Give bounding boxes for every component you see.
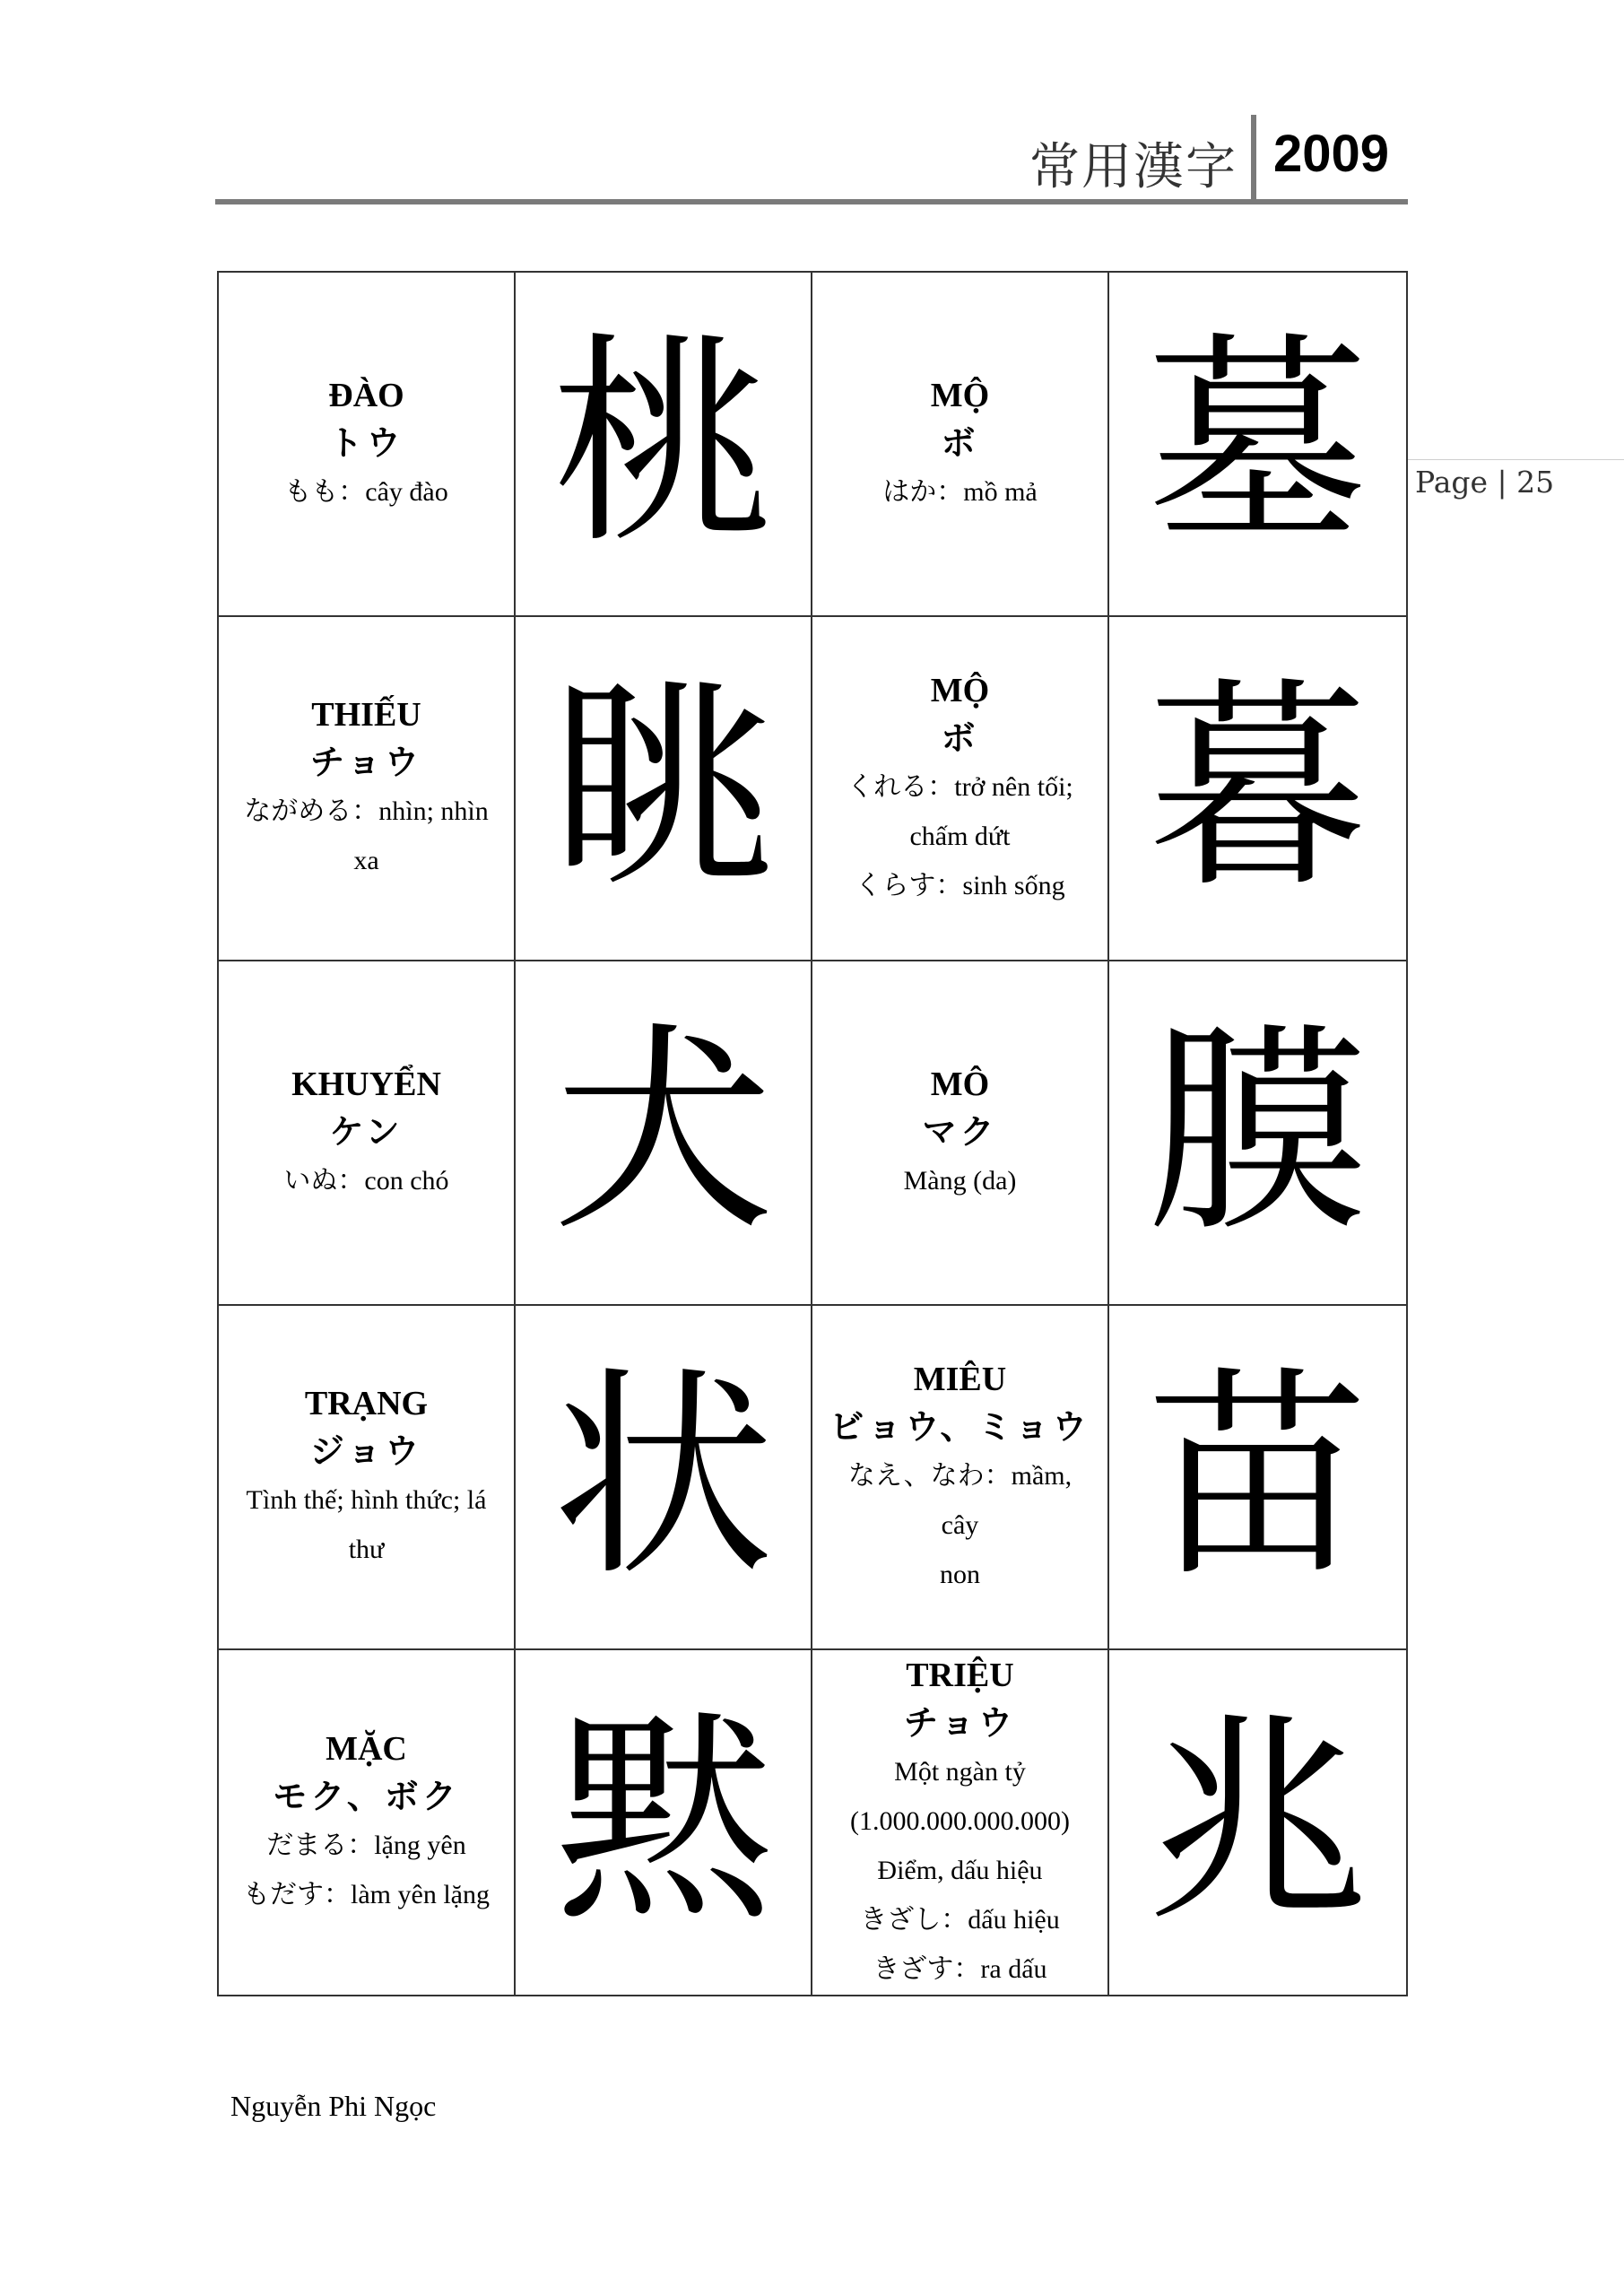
hanviet-reading: MẶC <box>326 1730 407 1768</box>
header-separator <box>1251 115 1256 201</box>
kanji-glyph-cell <box>1109 1306 1406 1650</box>
kanji-glyph-cell <box>516 617 812 961</box>
meaning-line: もだす：làm yên lặng <box>243 1880 490 1909</box>
kanji-table <box>217 271 1408 1996</box>
kanji-info <box>830 667 1090 910</box>
header-rule <box>215 199 1408 204</box>
hanviet-reading: TRẠNG <box>304 1385 429 1422</box>
meaning-line: いぬ：con chó <box>283 1165 449 1196</box>
kanji-glyph-cell <box>1109 961 1406 1306</box>
onyomi-reading: トウ <box>328 422 404 463</box>
kanji-info <box>888 1061 1033 1205</box>
hanviet-reading: ĐÀO <box>328 376 404 414</box>
meaning-line: だまる：lặng yên <box>266 1831 466 1860</box>
meaning-line: xa <box>353 846 379 875</box>
kanji-glyph-cell <box>516 273 812 617</box>
meaning-line: きざし：dấu hiệu <box>860 1904 1060 1935</box>
meaning-line: くらす：sinh sống <box>855 870 1065 900</box>
meaning-line: thư <box>348 1535 385 1564</box>
footer-author: Nguyễn Phi Ngọc <box>230 2090 437 2122</box>
meaning-line: non <box>940 1559 980 1589</box>
kanji-info <box>230 1380 503 1574</box>
kanji-info <box>812 1356 1107 1599</box>
page-number: Page | 25 <box>1415 465 1555 500</box>
kanji-glyph-cell <box>516 1306 812 1650</box>
hanviet-reading: THIẾU <box>311 696 421 734</box>
kanji-character: 犬 <box>551 1004 775 1262</box>
kanji-info-cell <box>812 273 1109 617</box>
kanji-character: 暮 <box>1146 659 1369 918</box>
onyomi-reading: チョウ <box>310 743 422 782</box>
kanji-glyph-cell <box>1109 617 1406 961</box>
kanji-info <box>267 1061 465 1205</box>
onyomi-reading: チョウ <box>904 1702 1016 1743</box>
kanji-glyph-cell <box>1109 1650 1406 1995</box>
kanji-info-cell <box>219 961 516 1306</box>
meaning-line: なえ、なわ：mầm, cây <box>847 1460 1073 1540</box>
kanji-info-cell <box>219 1650 516 1995</box>
meaning-line: Một ngàn tỷ <box>894 1756 1026 1787</box>
onyomi-reading: ジョウ <box>309 1431 423 1471</box>
meaning-line: ながめる：nhìn; nhìn <box>244 796 489 826</box>
meaning-line: はか：mồ mả <box>882 476 1038 507</box>
page-header <box>215 115 1408 204</box>
hanviet-reading: TRIỆU <box>906 1656 1014 1694</box>
onyomi-reading: ボ <box>941 718 979 758</box>
kanji-info <box>866 372 1054 517</box>
meaning-line: chấm dứt <box>909 821 1011 851</box>
meaning-line: Tình thế; hình thức; lá <box>246 1485 487 1515</box>
header-title: 常用漢字 <box>1029 138 1238 196</box>
kanji-info <box>228 691 505 885</box>
kanji-glyph-cell <box>516 1650 812 1995</box>
kanji-character: 黙 <box>551 1693 775 1952</box>
meaning-line: きざす：ra dấu <box>873 1953 1047 1984</box>
kanji-character: 兆 <box>1146 1693 1369 1952</box>
meaning-line: Màng (da) <box>903 1165 1017 1196</box>
meaning-line: くれる：trở nên tối; <box>847 771 1073 802</box>
onyomi-reading: ボ <box>941 422 979 463</box>
kanji-info <box>834 1652 1086 1994</box>
onyomi-reading: ケン <box>329 1111 404 1152</box>
kanji-glyph-cell <box>1109 273 1406 617</box>
kanji-character: 状 <box>551 1348 775 1606</box>
kanji-info-cell <box>219 273 516 617</box>
hanviet-reading: KHUYỂN <box>291 1065 441 1103</box>
meaning-line: (1.000.000.000.000) <box>850 1805 1070 1836</box>
hanviet-reading: MIÊU <box>913 1360 1007 1398</box>
header-year: 2009 <box>1273 125 1390 183</box>
hanviet-reading: MỘ <box>930 671 990 709</box>
kanji-info-cell <box>812 617 1109 961</box>
kanji-character: 桃 <box>551 315 775 573</box>
page-number-rule <box>1408 459 1624 460</box>
onyomi-reading: マク <box>922 1111 998 1152</box>
kanji-character: 眺 <box>551 659 775 918</box>
kanji-info-cell <box>812 1650 1109 1995</box>
kanji-character: 膜 <box>1146 1004 1369 1262</box>
kanji-info-cell <box>219 617 516 961</box>
kanji-info-cell <box>812 961 1109 1306</box>
meaning-line: Điểm, dấu hiệu <box>877 1855 1043 1885</box>
kanji-info-cell <box>219 1306 516 1650</box>
kanji-info-cell <box>812 1306 1109 1650</box>
onyomi-reading: モク、ボク <box>273 1777 460 1816</box>
hanviet-reading: MÔ <box>930 1065 990 1103</box>
kanji-character: 墓 <box>1146 315 1369 573</box>
kanji-glyph-cell <box>516 961 812 1306</box>
hanviet-reading: MỘ <box>930 376 990 414</box>
meaning-line: もも：cây đào <box>284 476 448 507</box>
kanji-info <box>227 1726 506 1919</box>
kanji-character: 苗 <box>1146 1348 1369 1606</box>
kanji-info <box>268 372 464 517</box>
onyomi-reading: ビョウ、ミョウ <box>829 1406 1090 1447</box>
